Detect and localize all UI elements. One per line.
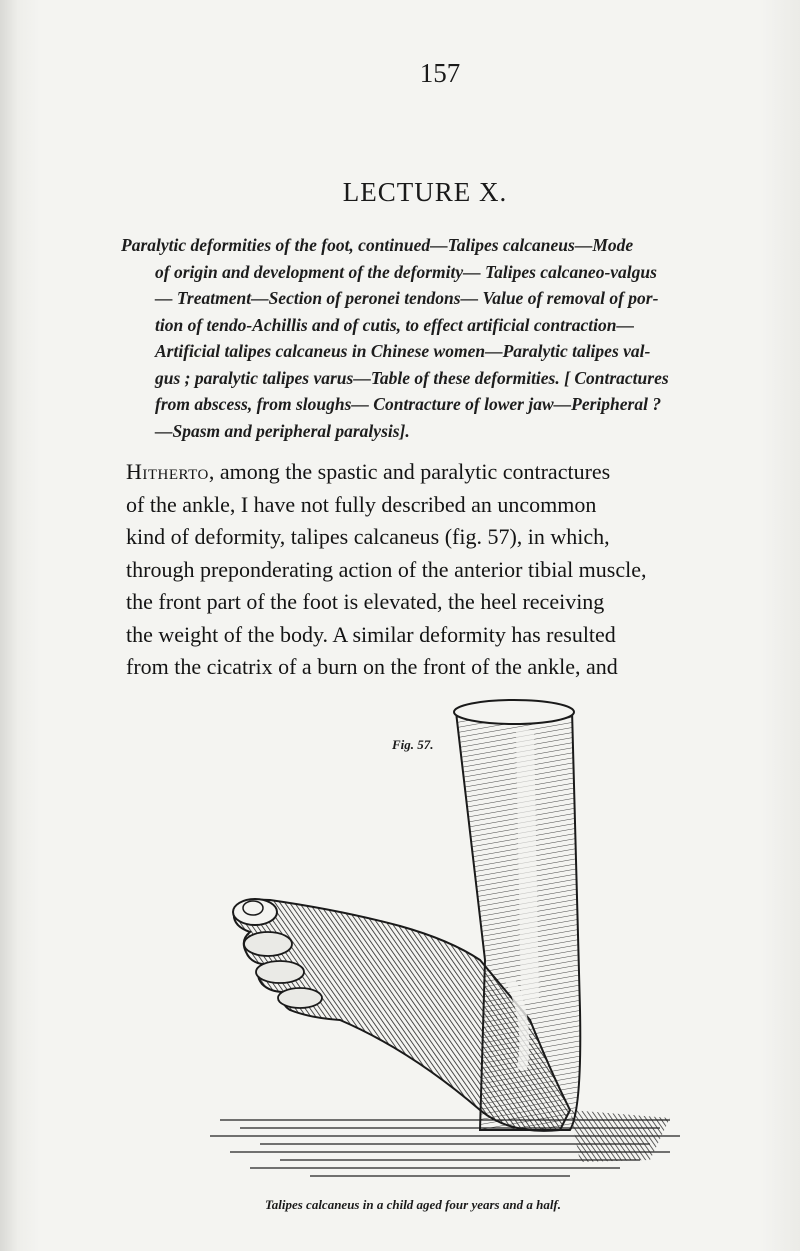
body-line [126,456,776,489]
lecture-title: LECTURE X. [342,177,508,207]
summary-line: gus ; paralytic talipes varus—Table of these deformities. [ Contractures [155,367,669,388]
lecture-summary [121,232,771,444]
figure-label: Fig. 57. [392,737,434,752]
summary-line: Artificial talipes calcaneus in Chinese women—Paralytic talipes val- [155,341,651,361]
body-line: the weight of the body. A similar deformity has resulted [126,621,616,647]
first-line-text: , among the spastic and paralytic contractures [208,459,611,484]
summary-line: tion of tendo-Achillis and of cutis, to effect artificial contraction— [155,314,634,335]
summary-line: from abscess, from sloughs— Contracture of lower jaw—Peripheral ? [155,394,662,414]
body-line: kind of deformity, talipes calcaneus (fig. 57), in which, [126,524,610,549]
figure-caption: Talipes calcaneus in a child aged four years and a half. [265,1197,562,1212]
summary-line: — Treatment—Section of peronei tendons— Value of removal of por- [155,288,659,308]
body-line: through preponderating action of the anterior tibial muscle, [126,556,647,582]
summary-line: —Spasm and peripheral paralysis]. [155,420,410,441]
opening-word: Hitherto [126,459,209,484]
foot-engraving-illustration [150,690,690,1190]
body-line: of the ankle, I have not fully described an uncommon [126,491,597,517]
body-paragraph [126,456,776,684]
summary-line: of origin and development of the deformity— Talipes calcaneo-valgus [155,261,657,282]
body-line: from the cicatrix of a burn on the front of the ankle, and [126,654,618,679]
body-line: the front part of the foot is elevated, the heel receiving [126,589,605,614]
summary-line: Paralytic deformities of the foot, continued—Talipes calcaneus—Mode [121,235,634,255]
page-number: 157 [419,58,461,88]
